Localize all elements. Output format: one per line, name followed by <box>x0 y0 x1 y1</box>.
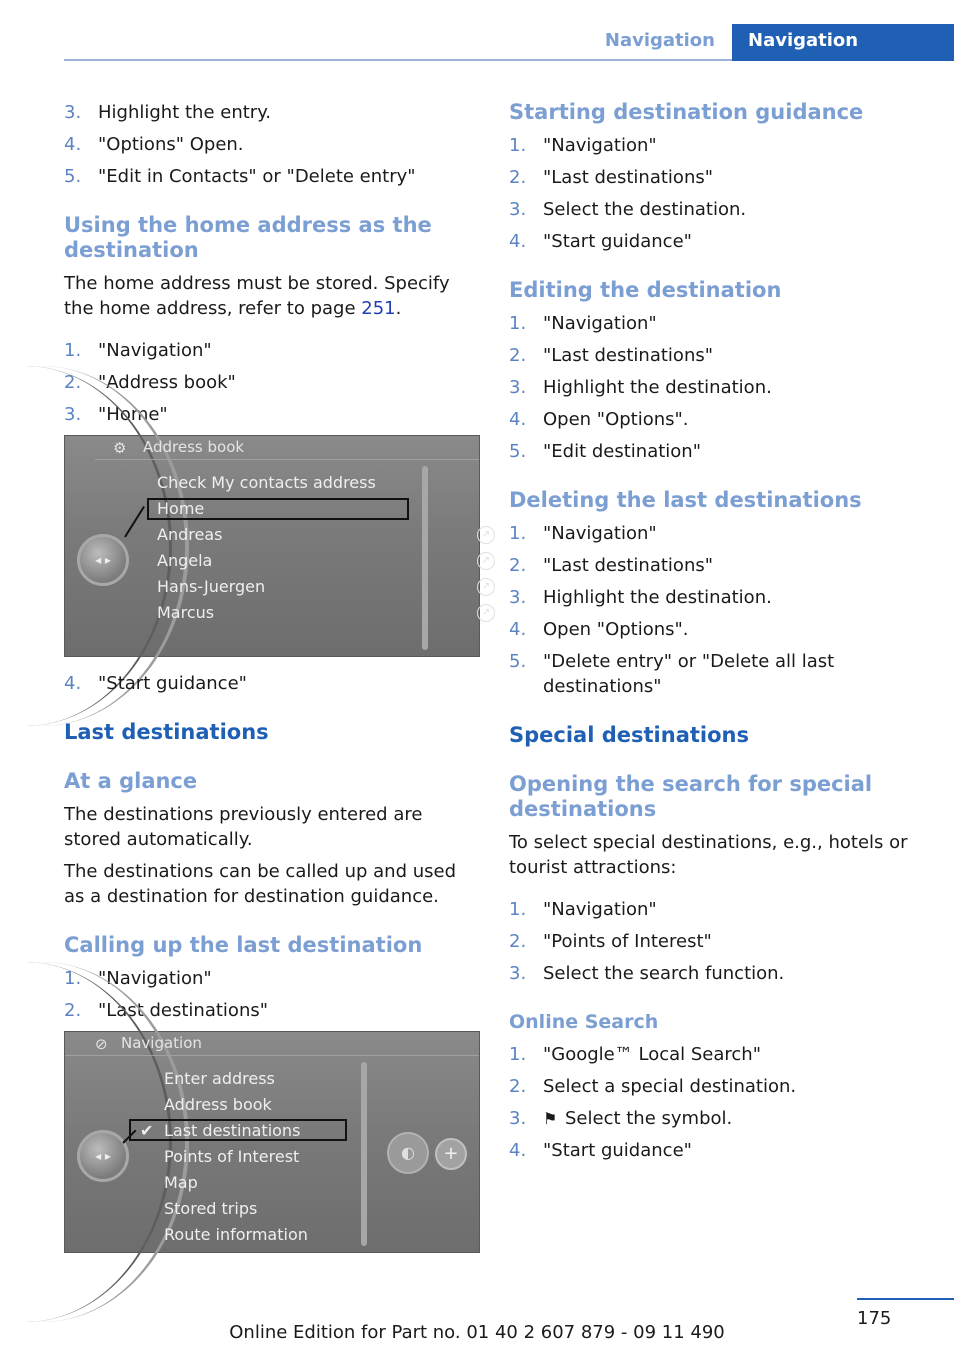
deleting-heading: Deleting the last destinations <box>509 488 862 512</box>
opening-paragraph: To select special destinations, e.g., hotels or tourist attractions: <box>509 832 908 878</box>
list-item: 3. Highlight the destination. <box>509 587 772 608</box>
glance-paragraph-1: The destinations previously entered are stored automatically. <box>64 804 423 850</box>
destination-icon: ↗ <box>477 604 495 622</box>
delete-steps <box>509 521 909 699</box>
menu-item-selected: ✔ Last destinations <box>164 1118 424 1144</box>
list-item: 3. ⚑ Select the symbol. <box>509 1108 733 1129</box>
scrollbar <box>422 466 428 650</box>
opening-steps <box>509 897 909 986</box>
list-item: 3. "Home" <box>64 404 168 425</box>
screen-title-bar: ⊘ Navigation <box>65 1032 479 1056</box>
online-steps <box>509 1042 909 1163</box>
header-tab-section: Navigation <box>604 30 715 51</box>
menu-item-selected: Home <box>157 499 205 518</box>
opening-search-heading: Opening the search for special destinations <box>509 772 873 821</box>
page-link[interactable]: 251 <box>361 298 396 319</box>
list-item: 2. "Points of Interest" <box>509 931 712 952</box>
list-item: 1. "Navigation" <box>509 899 657 920</box>
menu-item: Check My contacts address <box>157 473 376 492</box>
starting-guidance-heading: Starting destination guidance <box>509 100 864 124</box>
calling-up-heading: Calling up the last destination <box>64 933 423 957</box>
list-item: 5. "Edit destination" <box>509 441 701 462</box>
list-item: 5. "Edit in Contacts" or "Delete entry" <box>64 166 416 187</box>
menu-item: Angela ↗ <box>157 548 417 574</box>
editing-heading: Editing the destination <box>509 278 782 302</box>
menu-item: Stored trips <box>164 1199 258 1218</box>
list-item: 2. "Last destinations" <box>64 1000 269 1021</box>
list-item: 1. "Navigation" <box>64 340 212 361</box>
menu-item: Marcus ↗ <box>157 600 417 626</box>
list-item: 2. Select a special destination. <box>509 1076 797 1097</box>
screen-title-bar: ⚙ Address book <box>95 436 479 460</box>
list-item: 2. "Last destinations" <box>509 167 714 188</box>
settings-icon: ⚙ <box>113 439 127 457</box>
menu-item: Points of Interest <box>164 1147 300 1166</box>
controller-knob: ◂ ▸ <box>77 1130 129 1182</box>
online-search-heading: Online Search <box>509 1011 659 1033</box>
destination-icon: ↗ <box>477 526 495 544</box>
list-item: 2. "Address book" <box>64 372 236 393</box>
list-item: 2. "Last destinations" <box>509 555 714 576</box>
home-address-paragraph: The home address must be stored. Specify the home address, refer to page 251. <box>64 273 450 319</box>
map-view-icon: ◐ <box>387 1132 429 1174</box>
list-item: 2. "Last destinations" <box>509 345 714 366</box>
list-item: 3. Highlight the entry. <box>64 102 271 123</box>
last-destinations-heading: Last destinations <box>64 720 269 744</box>
list-item: 3. Select the search function. <box>509 963 785 984</box>
list-item: 1. "Google™ Local Search" <box>509 1044 761 1065</box>
edition-footer: Online Edition for Part no. 01 40 2 607 879 - 09 11 490 <box>229 1322 725 1343</box>
list-item: 1. "Navigation" <box>509 135 657 156</box>
list-item: 4. "Start guidance" <box>64 673 247 694</box>
home-address-heading: Using the home address as the destination <box>64 213 432 262</box>
menu-item: Andreas ↗ <box>157 522 417 548</box>
menu-item: Enter address <box>164 1069 275 1088</box>
list-item: 4. Open "Options". <box>509 619 689 640</box>
list-item: 4. "Start guidance" <box>509 231 692 252</box>
destination-icon: ↗ <box>477 578 495 596</box>
menu-item: Route information <box>164 1225 308 1244</box>
address-book-screen <box>64 435 491 657</box>
menu-item: Address book <box>164 1095 272 1114</box>
list-item: 4. "Options" Open. <box>64 134 244 155</box>
navigation-icon: ⊘ <box>95 1035 108 1053</box>
list-item: 5. "Delete entry" or "Delete all last destinations" <box>509 651 835 697</box>
list-item: 3. Select the destination. <box>509 199 747 220</box>
page-number: 175 <box>857 1308 892 1329</box>
start-steps <box>509 133 909 254</box>
screen-menu <box>157 470 491 626</box>
list-item: 1. "Navigation" <box>509 523 657 544</box>
glance-paragraph-2: The destinations can be called up and used as a destination for destination guidance. <box>64 861 457 907</box>
controller-knob: ◂ ▸ <box>77 534 129 586</box>
edit-steps <box>509 311 909 464</box>
menu-item: Hans-Juergen ↗ <box>157 574 417 600</box>
navigation-screen <box>64 1031 480 1253</box>
destination-icon: ↗ <box>477 552 495 570</box>
list-item: 3. Highlight the destination. <box>509 377 772 398</box>
list-item: 1. "Navigation" <box>64 968 212 989</box>
intro-steps <box>64 100 480 189</box>
footer-divider <box>857 1298 954 1300</box>
list-item: 4. Open "Options". <box>509 409 689 430</box>
at-a-glance-heading: At a glance <box>64 769 198 793</box>
plus-icon: + <box>435 1138 467 1170</box>
destination-flag-icon: ⚑ <box>543 1109 558 1128</box>
screen-menu <box>140 1066 424 1248</box>
list-item: 1. "Navigation" <box>509 313 657 334</box>
menu-item: Map <box>164 1173 198 1192</box>
home-step-4 <box>64 671 480 696</box>
header-tab-chapter: Navigation <box>732 24 954 61</box>
check-icon: ✔ <box>140 1121 154 1140</box>
special-destinations-heading: Special destinations <box>509 723 749 747</box>
list-item: 4. "Start guidance" <box>509 1140 692 1161</box>
left-column <box>64 100 491 1267</box>
right-column <box>509 100 909 1170</box>
